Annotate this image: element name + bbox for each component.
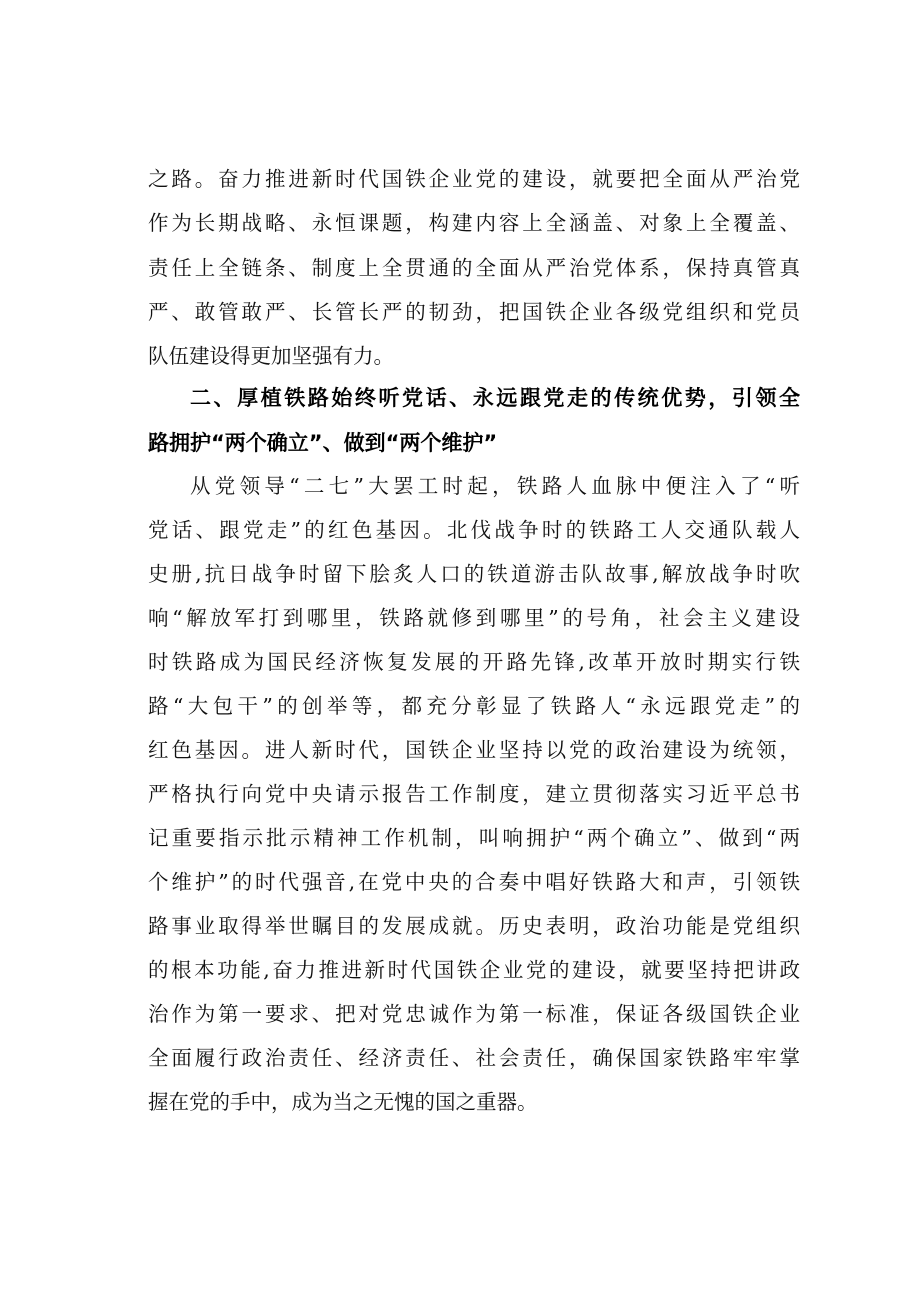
paragraph-2-line: 路事业取得举世瞩目的发展成就。历史表明，政治功能是党组织 [148,914,800,938]
paragraph-2-line: 响“解放军打到哪里，铁路就修到哪里”的号角，社会主义建设 [148,606,800,630]
paragraph-2-line: 的根本功能,奋力推进新时代国铁企业党的建设，就要坚持把讲政 [148,958,800,982]
section-heading-line: 路拥护“两个确立”、做到“两个维护” [148,431,498,455]
paragraph-1-line: 之路。奋力推进新时代国铁企业党的建设，就要把全面从严治党 [148,167,800,191]
paragraph-2-line: 红色基因。进人新时代，国铁企业坚持以党的政治建设为统领， [148,738,800,762]
paragraph-1-line: 队伍建设得更加坚强有力。 [148,344,394,368]
paragraph-2-line: 党话、跟党走”的红色基因。北伐战争时的铁路工人交通队载人 [148,518,800,542]
paragraph-2-line: 全面履行政治责任、经济责任、社会责任，确保国家铁路牢牢掌 [148,1046,800,1070]
paragraph-2-line: 路“大包干”的创举等，都充分彰显了铁路人“永远跟党走”的 [148,694,800,718]
paragraph-1-line: 作为长期战略、永恒课题，构建内容上全涵盖、对象上全覆盖、 [148,211,800,235]
section-heading-line: 二、厚植铁路始终听党话、永远跟党走的传统优势，引领全 [190,386,800,410]
paragraph-2-line: 严格执行向党中央请示报告工作制度，建立贯彻落实习近平总书 [148,782,800,806]
paragraph-2-line: 时铁路成为国民经济恢复发展的开路先锋,改革开放时期实行铁 [148,650,800,674]
paragraph-1-line: 责任上全链条、制度上全贯通的全面从严治党体系，保持真管真 [148,256,800,280]
paragraph-2-line: 从党领导“二七”大罢工时起，铁路人血脉中便注入了“听 [190,474,800,498]
paragraph-2-line: 记重要指示批示精神工作机制，叫响拥护“两个确立”、做到“两 [148,826,800,850]
paragraph-2-line: 史册,抗日战争时留下脍炙人口的铁道游击队故事,解放战争时吹 [148,562,800,586]
paragraph-1-line: 严、敢管敢严、长管长严的韧劲，把国铁企业各级党组织和党员 [148,300,800,324]
paragraph-2-line: 个维护”的时代强音,在党中央的合奏中唱好铁路大和声，引领铁 [148,870,800,894]
paragraph-2-line: 握在党的手中，成为当之无愧的国之重器。 [148,1090,538,1114]
paragraph-2-line: 治作为第一要求、把对党忠诚作为第一标准，保证各级国铁企业 [148,1002,800,1026]
